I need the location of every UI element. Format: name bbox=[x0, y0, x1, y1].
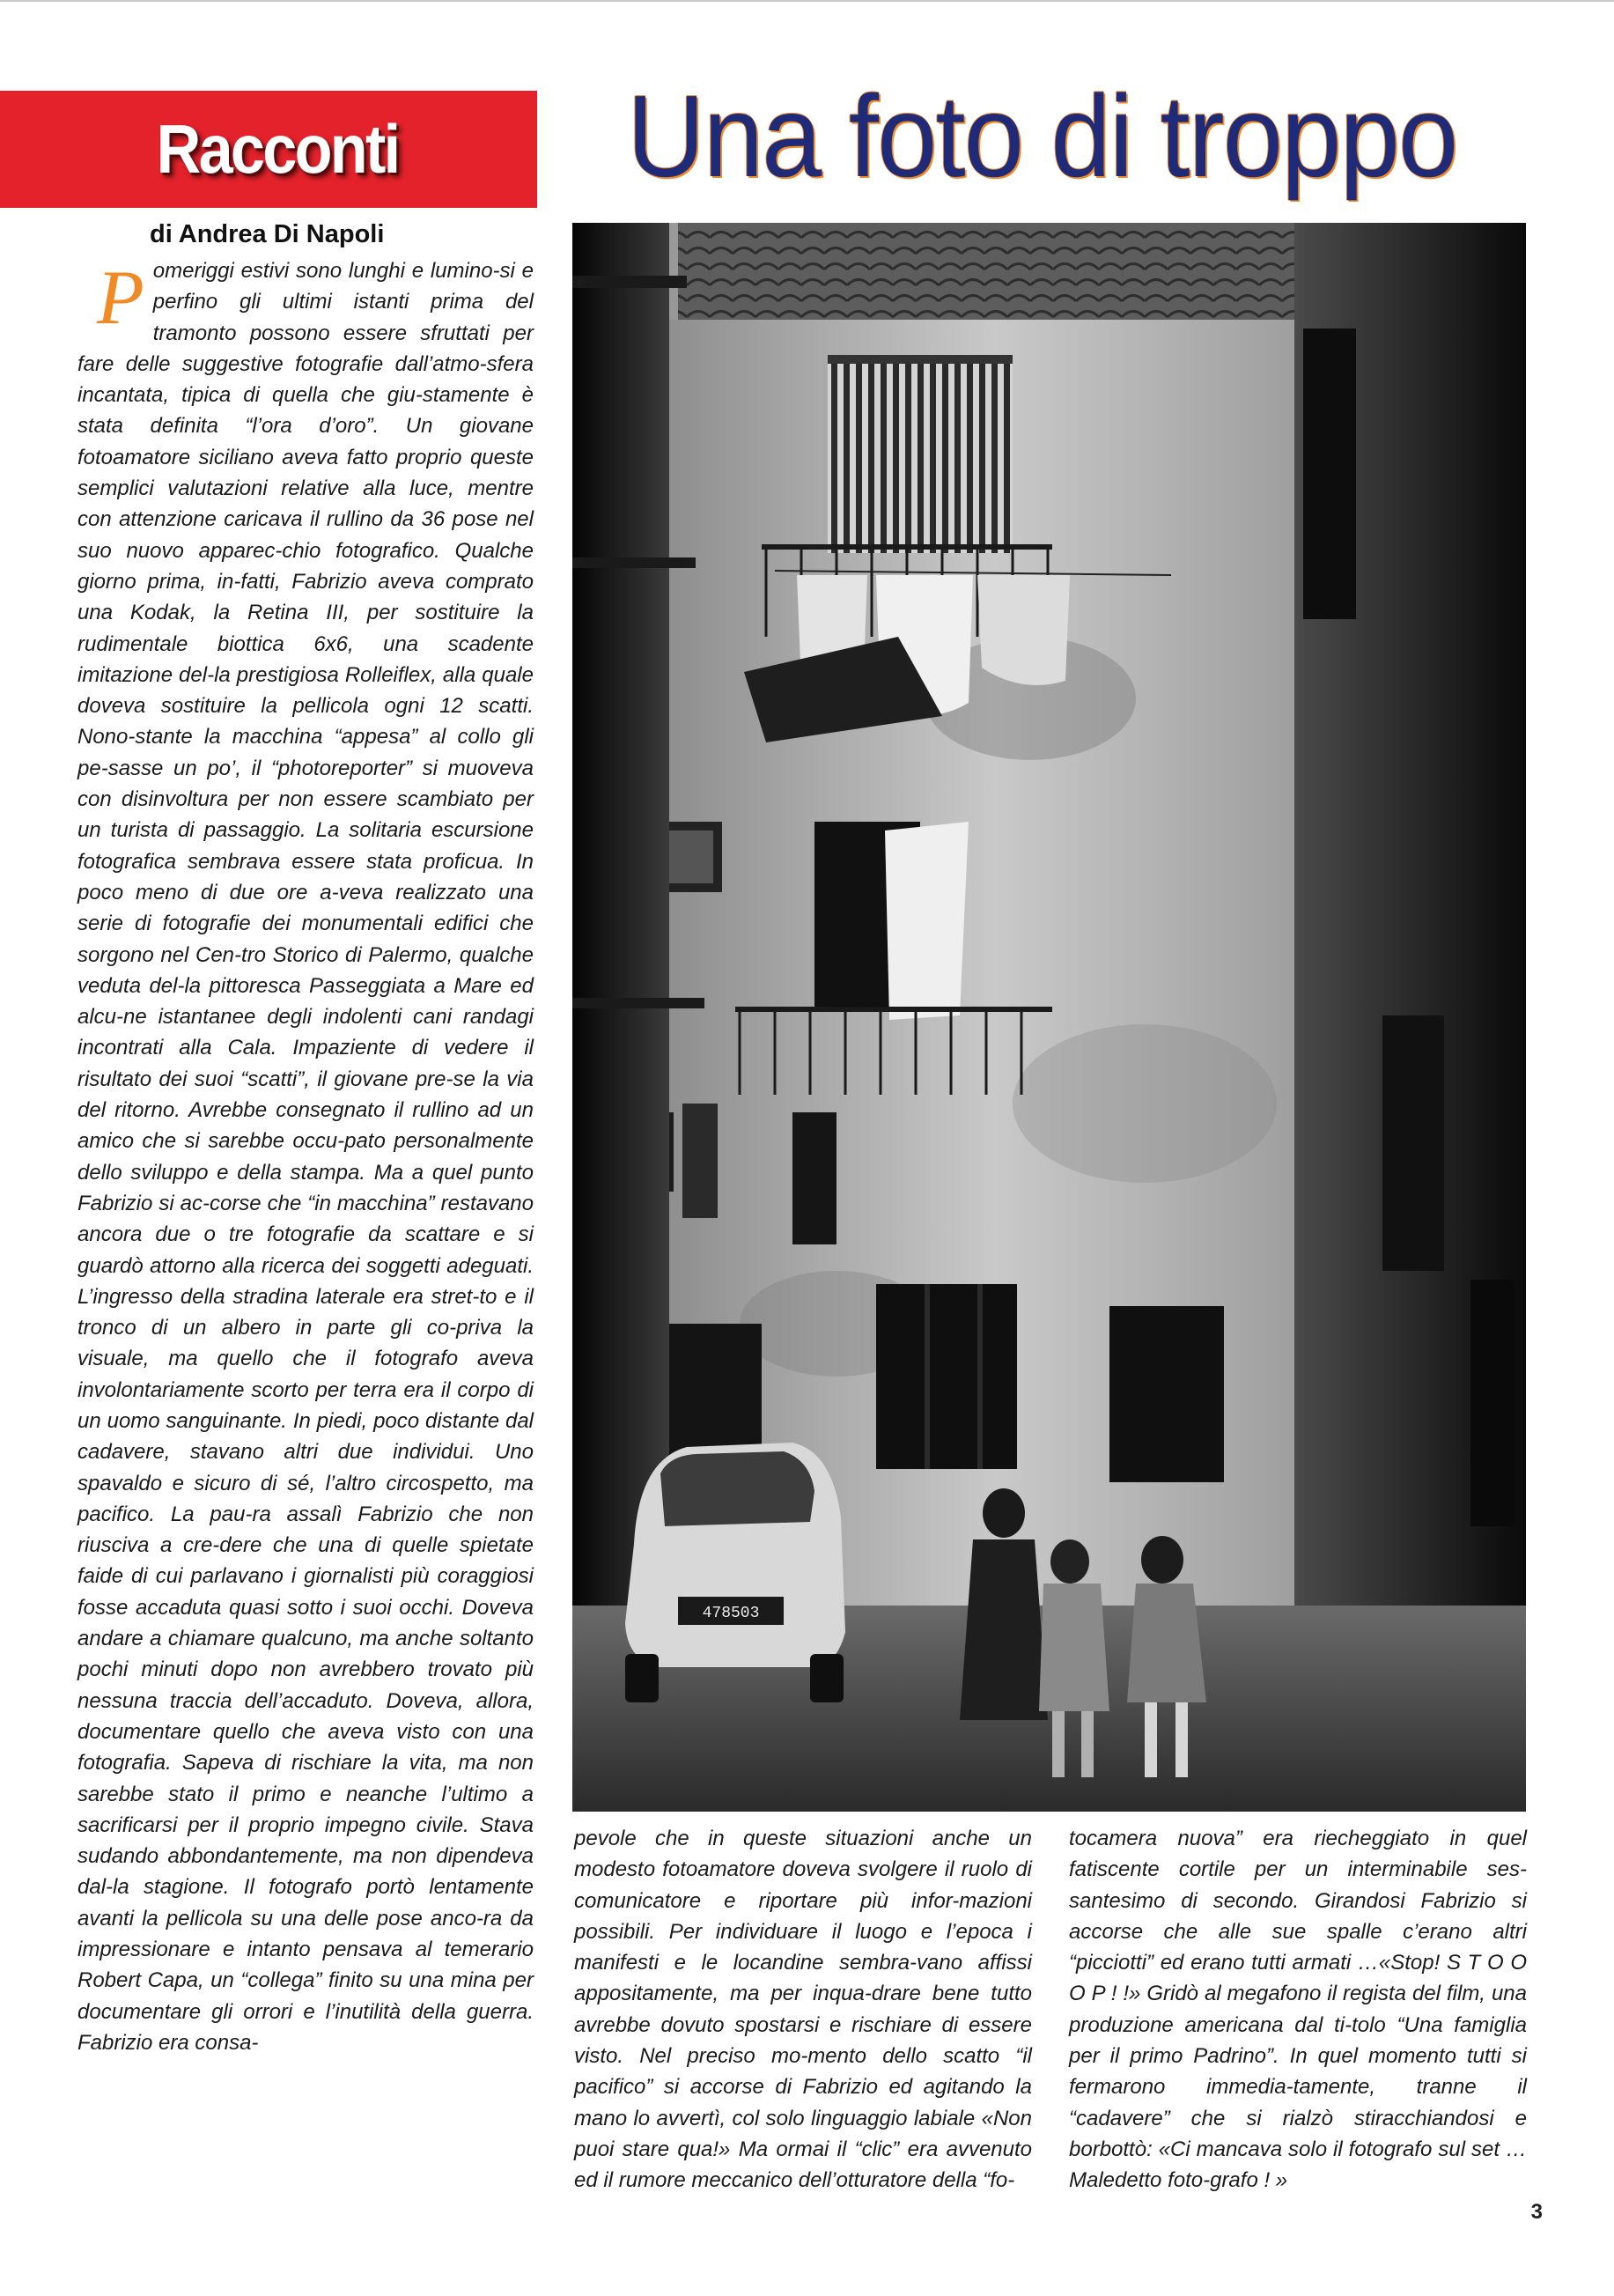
article-column-3 bbox=[1069, 1823, 1527, 2196]
street-photo bbox=[572, 223, 1526, 1812]
column-3-text: tocamera nuova” era riecheggiato in quel fatiscente cortile per un interminabile ses-santesimo di secondo. Girandosi Fabrizio si accorse che alle sue spalle c’erano altri “picciotti” ed erano tutti armati …«Stop! S T O O O P ! !» Gridò al megafono il regista del film, una produzione americana dal ti-tolo “Una famiglia per il primo Padrino”. In quel momento tutti si fermarono immedia-tamente, tranne il “cadavere” che si rialzò stiracchiandosi e borbottò: «Ci mancava solo il fotografo sul set … Maledetto foto-grafo ! » bbox=[1069, 1827, 1527, 2193]
license-plate: 478503 bbox=[702, 1605, 760, 1622]
page-number: 3 bbox=[1530, 2200, 1543, 2224]
article-column-1 bbox=[77, 255, 534, 2058]
column-1-text: omeriggi estivi sono lunghi e lumino-si e perfino gli ultimi istanti prima del tramonto possono essere sfruttati per fare delle suggestive fotografie dall’atmo-sfera incantata, tipica di quella che giu-stamente è stata definita “l’ora d’oro”. Un giovane fotoamatore siciliano aveva fatto proprio queste semplici valutazioni relative alla luce, mentre con attenzione caricava il rullino da 36 pose nel suo nuovo apparec-chio fotografico. Qualche giorno prima, in-fatti, Fabrizio aveva comprato una Kodak, la Retina III, per sostituire la rudimentale biottica 6x6, una scadente imitazione del-la prestigiosa Rolleiflex, alla quale doveva sostituire la pellicola ogni 12 scatti. Nono-stante la macchina “appesa” al collo gli pe-sasse un po’, il “photoreporter” si muoveva con disinvoltura per non essere scambiato per un turista di passaggio. La solitaria escursione fotografica sembrava essere stata proficua. In poco meno di due ore a-veva realizzato una serie di fotografie dei monumentali edifici che sorgono nel Cen-tro Storico di Palermo, qualche veduta del-la pittoresca Passeggiata a Mare ed alcu-ne istantanee degli indolenti cani randagi incontrati alla Cala. Impaziente di vedere il risultato dei suoi “scatti”, il giovane pre-se la via del ritorno. Avrebbe consegnato il rullino ad un amico che si sarebbe occu-pato personalmente dello sviluppo e della stampa. Ma a quel punto Fabrizio si ac-corse che “in macchina” restavano ancora due o tre fotografie da scattare e si guardò attorno alla ricerca dei soggetti adeguati. L’ingresso della stradina laterale era stret-to e il tronco di un albero in parte gli co-priva la visuale, ma quello che il fotografo aveva involontariamente scorto per terra era il corpo di un uomo sanguinante. In piedi, poco distante dal cadavere, stavano altri due individui. Uno spavaldo e sicuro di sé, l’altro circospetto, ma pacifico. La pau-ra assalì Fabrizio che non riusciva a cre-dere che una di quelle spietate faide di cui parlavano i giornalisti più coraggiosi fosse accaduta quasi sotto i suoi occhi. Doveva andare a chiamare qualcuno, ma anche soltanto pochi minuti dopo non avrebbero trovato più nessuna traccia dell’accaduto. Doveva, allora, documentare quello che aveva visto con una fotografia. Sapeva di rischiare la vita, ma non sarebbe stato il primo e neanche l’ultimo a sacrificarsi per il proprio impegno civile. Stava sudando abbondantemente, ma non dipendeva dal-la stagione. Il fotografo portò lentamente avanti la pellicola su una delle pose anco-ra da impressionare e intanto pensava al temerario Robert Capa, un “collega” finito su una mina per documentare gli orrori e l’inutilità della guerra. Fabrizio era consa- bbox=[77, 259, 534, 2055]
fiat-500-car bbox=[625, 1443, 845, 1702]
drop-cap: P bbox=[97, 255, 144, 341]
byline: di Andrea Di Napoli bbox=[150, 220, 385, 248]
article-title: Una foto di troppo bbox=[627, 71, 1457, 201]
column-2-text: pevole che in queste situazioni anche un modesto fotoamatore doveva svolgere il ruolo di comunicatore e riportare più infor-mazioni possibili. Per individuare il luogo e l’epoca i manifesti e le locandine sembra-vano affissi appositamente, ma per inqua-drare bene tutto avrebbe dovuto spostarsi e rischiare di essere visto. Nel preciso mo-mento dello scatto “il pacifico” si accorse di Fabrizio ed agitando la mano lo avvertì, col solo linguaggio labiale «Non puoi stare qua!» Ma ormai il “clic” era avvenuto ed il rumore meccanico dell’otturatore della “fo- bbox=[574, 1827, 1032, 2193]
article-column-2 bbox=[574, 1823, 1032, 2196]
top-rule bbox=[0, 0, 1614, 2]
street-photo-illustration bbox=[572, 223, 1526, 1812]
section-label: Racconti bbox=[156, 110, 399, 188]
